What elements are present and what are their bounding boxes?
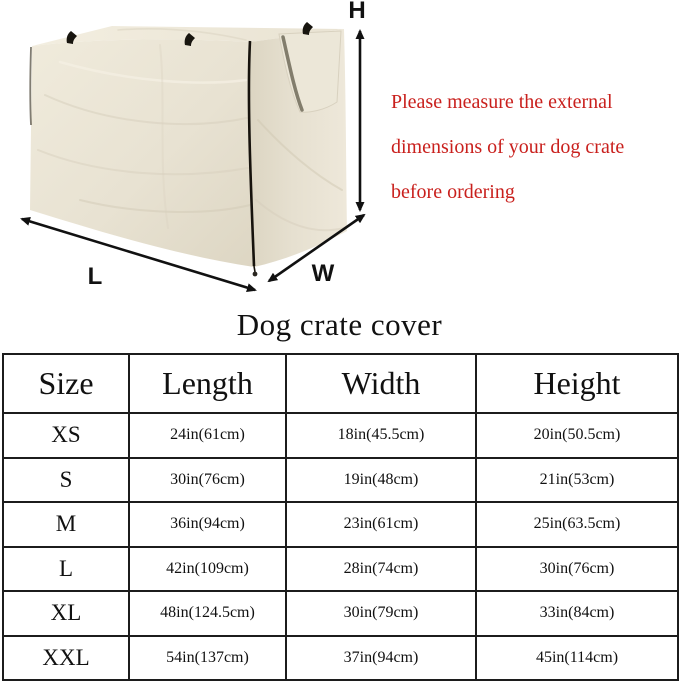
page-title: Dog crate cover — [236, 306, 443, 342]
column-header-length: Length — [129, 354, 286, 413]
height-label: H — [348, 0, 366, 24]
column-header-size: Size — [3, 354, 129, 413]
length-value: 42in(109cm) — [129, 547, 286, 592]
title-band — [0, 296, 679, 353]
measurement-note — [391, 80, 679, 215]
height-value: 21in(53cm) — [476, 458, 678, 503]
zipper-pull-icon — [253, 266, 258, 276]
table-row — [3, 591, 678, 636]
height-value: 45in(114cm) — [476, 636, 678, 681]
note-line: Please measure the external — [391, 91, 613, 113]
note-line: dimensions of your dog crate — [391, 136, 625, 158]
left-edge-zipper — [30, 47, 31, 125]
height-value: 30in(76cm) — [476, 547, 678, 592]
height-value: 25in(63.5cm) — [476, 502, 678, 547]
length-value: 36in(94cm) — [129, 502, 286, 547]
size-chart-table — [2, 353, 679, 681]
table-row — [3, 502, 678, 547]
table-row — [3, 636, 678, 681]
length-value: 24in(61cm) — [129, 413, 286, 458]
length-value: 54in(137cm) — [129, 636, 286, 681]
table-header-row — [3, 354, 678, 413]
height-value: 33in(84cm) — [476, 591, 678, 636]
table-row — [3, 547, 678, 592]
length-label: L — [87, 263, 103, 290]
width-value: 30in(79cm) — [286, 591, 476, 636]
size-value: M — [3, 502, 129, 547]
size-value: XS — [3, 413, 129, 458]
size-value: S — [3, 458, 129, 503]
crate-cover-diagram — [0, 0, 679, 296]
height-value: 20in(50.5cm) — [476, 413, 678, 458]
width-value: 28in(74cm) — [286, 547, 476, 592]
width-value: 19in(48cm) — [286, 458, 476, 503]
column-header-width: Width — [286, 354, 476, 413]
note-line: before ordering — [391, 181, 515, 203]
width-value: 37in(94cm) — [286, 636, 476, 681]
table-row — [3, 413, 678, 458]
size-value: XL — [3, 591, 129, 636]
width-value: 23in(61cm) — [286, 502, 476, 547]
width-label: W — [311, 260, 335, 287]
length-value: 48in(124.5cm) — [129, 591, 286, 636]
size-value: L — [3, 547, 129, 592]
table-row — [3, 458, 678, 503]
column-header-height: Height — [476, 354, 678, 413]
width-value: 18in(45.5cm) — [286, 413, 476, 458]
length-value: 30in(76cm) — [129, 458, 286, 503]
size-value: XXL — [3, 636, 129, 681]
